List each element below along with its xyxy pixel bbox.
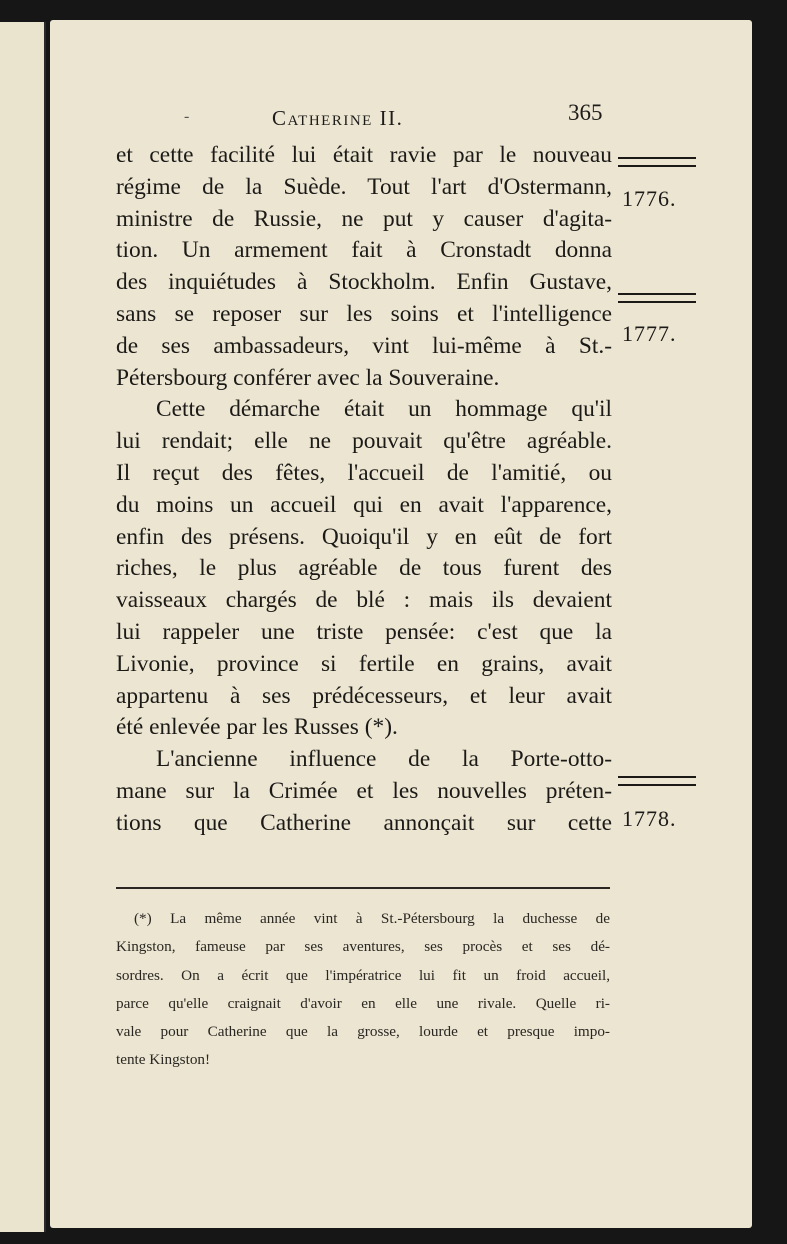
running-header: [184, 100, 612, 131]
body-line: enfin des présens. Quoiqu'il y en eût de fort: [116, 523, 612, 550]
body-line: Livonie, province si fertile en grains, avait: [116, 650, 612, 677]
footnote-line: vale pour Catherine que la grosse, lourde et presque impo-: [116, 1023, 610, 1041]
body-line: lui rendait; elle ne pouvait qu'être agréable.: [116, 428, 612, 455]
body-text: [116, 140, 612, 840]
footnote: [116, 905, 610, 1075]
margin-year: 1778.: [622, 806, 677, 831]
footnote-line: tente Kingston!: [116, 1051, 211, 1069]
body-line: L'ancienne influence de la Porte-otto-: [156, 746, 612, 773]
body-line: des inquiétudes à Stockholm. Enfin Gustave,: [116, 269, 612, 296]
body-line: vaisseaux chargés de blé : mais ils devaient: [116, 587, 612, 614]
footnote-line: (*) La même année vint à St.-Pétersbourg la duchesse de: [134, 910, 610, 927]
left-page-edge: [0, 22, 46, 1232]
footnote-line: Kingston, fameuse par ses aventures, ses procès et ses dé-: [116, 938, 610, 956]
body-line: riches, le plus agréable de tous furent des: [116, 555, 612, 582]
margin-year: 1776.: [622, 186, 677, 211]
body-line: ministre de Russie, ne put y causer d'agita-: [116, 205, 612, 232]
body-line: sans se reposer sur les soins et l'intelligence: [116, 300, 612, 327]
footnote-line: parce qu'elle craignait d'avoir en elle une rivale. Quelle ri-: [116, 994, 610, 1012]
body-line: régime de la Suède. Tout l'art d'Ostermann,: [116, 173, 612, 200]
body-line: du moins un accueil qui en avait l'apparence,: [116, 491, 612, 518]
body-line: tion. Un armement fait à Cronstadt donna: [116, 237, 612, 264]
body-line: Cette démarche était un hommage qu'il: [156, 396, 612, 423]
body-line: appartenu à ses prédécesseurs, et leur avait: [116, 682, 612, 709]
margin-year: 1777.: [622, 321, 677, 346]
page-number: 365: [568, 100, 603, 125]
body-line: été enlevée par les Russes (*).: [116, 714, 398, 741]
header-dash: -: [184, 108, 190, 125]
footnote-rule: [116, 887, 610, 889]
body-line: tions que Catherine annonçait sur cette: [116, 809, 612, 836]
body-line: de ses ambassadeurs, vint lui-même à St.-: [116, 332, 612, 359]
margin-rule: [618, 157, 696, 167]
margin-rule: [618, 776, 696, 786]
body-line: mane sur la Crimée et les nouvelles préten-: [116, 777, 612, 804]
body-line: Il reçut des fêtes, l'accueil de l'amitié, ou: [116, 459, 612, 486]
body-line: et cette facilité lui était ravie par le nouveau: [116, 142, 612, 168]
body-line: lui rappeler une triste pensée: c'est que la: [116, 618, 612, 645]
body-line: Pétersbourg conférer avec la Souveraine.: [116, 364, 500, 391]
margin-rule: [618, 293, 696, 303]
header-title: Catherine II.: [272, 106, 404, 130]
footnote-line: sordres. On a écrit que l'impératrice lui fit un froid accueil,: [116, 966, 610, 984]
